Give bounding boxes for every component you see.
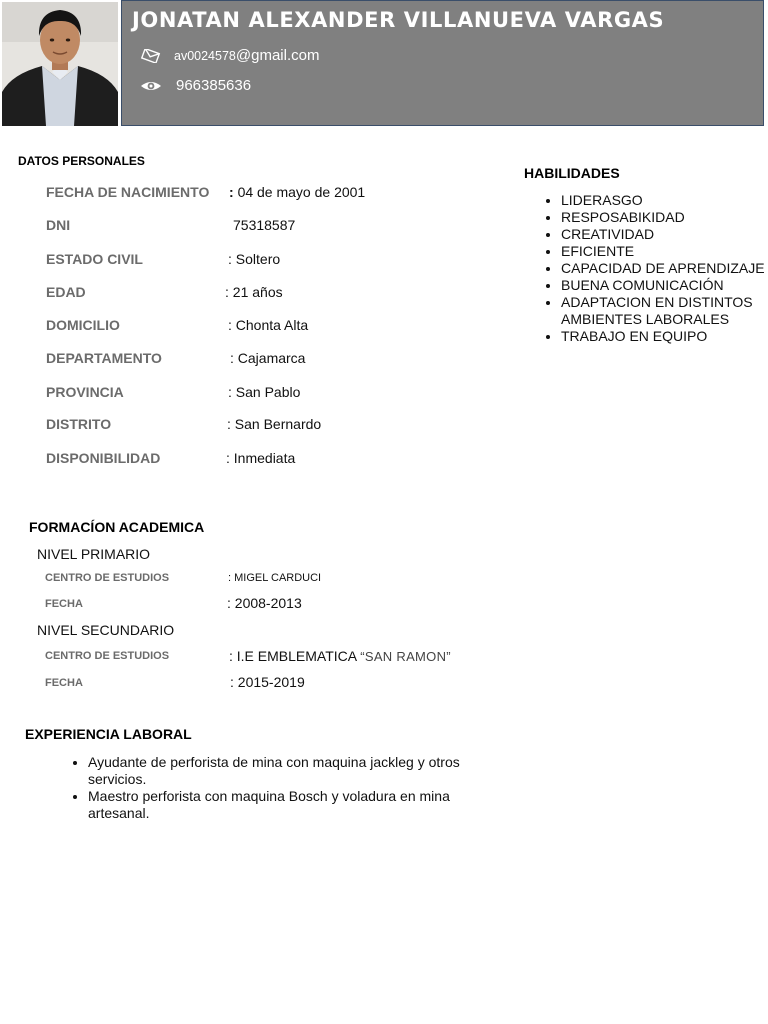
age-label: EDAD: [46, 284, 86, 300]
list-item: • Ayudante de perforista de mina con maquina jackleg y otros servicios.: [88, 754, 498, 788]
province-value: : San Pablo: [228, 384, 301, 400]
district-label: DISTRITO: [46, 416, 112, 432]
department-value: : Cajamarca: [230, 350, 306, 366]
age-value: : 21 años: [225, 284, 283, 300]
list-item: • CAPACIDAD DE APRENDIZAJE: [561, 260, 768, 277]
list-item: • EFICIENTE: [561, 243, 768, 260]
email-row: [140, 47, 319, 64]
experience-list: [64, 754, 498, 822]
list-item: • LIDERASGO: [561, 192, 768, 209]
province-label: PROVINCIA: [46, 384, 124, 400]
header-banner: [121, 0, 764, 126]
personal-data-heading: DATOS PERSONALES: [18, 154, 145, 168]
person-portrait: [2, 2, 118, 126]
dni-value: 75318587: [233, 217, 296, 233]
availability-value: : Inmediata: [226, 450, 296, 466]
secondary-level: NIVEL SECUNDARIO: [37, 622, 175, 638]
primary-level: NIVEL PRIMARIO: [37, 546, 151, 562]
envelope-icon: [140, 49, 162, 63]
email-address[interactable]: [174, 47, 319, 64]
birthdate-label: FECHA DE NACIMIENTO: [46, 184, 210, 200]
list-item: • CREATIVIDAD: [561, 226, 768, 243]
primary-date-label: FECHA: [45, 598, 83, 610]
eye-icon: [140, 79, 162, 93]
experience-heading: EXPERIENCIA LABORAL: [25, 726, 192, 742]
list-item: • TRABAJO EN EQUIPO: [561, 328, 768, 345]
primary-center-label: CENTRO DE ESTUDIOS: [45, 572, 170, 584]
address-label: DOMICILIO: [46, 317, 120, 333]
list-item: • BUENA COMUNICACIÓN: [561, 277, 768, 294]
availability-label: DISPONIBILIDAD: [46, 450, 161, 466]
profile-photo: [2, 2, 118, 126]
district-value: : San Bernardo: [227, 416, 322, 432]
primary-center-value: : MIGEL CARDUCI: [228, 572, 322, 584]
department-label: DEPARTAMENTO: [46, 350, 162, 366]
secondary-center-label: CENTRO DE ESTUDIOS: [45, 650, 170, 662]
email-domain: @gmail.com: [235, 47, 320, 64]
skills-list: [524, 192, 768, 345]
birthdate-value: : 04 de mayo de 2001: [229, 184, 366, 200]
civil-status-label: ESTADO CIVIL: [46, 251, 143, 267]
primary-date-value: : 2008-2013: [227, 595, 302, 611]
secondary-date-label: FECHA: [45, 677, 83, 689]
list-item: • RESPOSABIKIDAD: [561, 209, 768, 226]
email-user: av0024578: [174, 49, 236, 63]
skills-heading: HABILIDADES: [524, 165, 620, 181]
civil-status-value: : Soltero: [228, 251, 281, 267]
education-heading: FORMACÍON ACADEMICA: [29, 519, 205, 535]
address-value: : Chonta Alta: [228, 317, 309, 333]
list-item: • Maestro perforista con maquina Bosch y voladura en mina artesanal.: [88, 788, 498, 822]
secondary-date-value: : 2015-2019: [230, 674, 305, 690]
phone-row: [140, 77, 251, 94]
full-name: JONATAN ALEXANDER VILLANUEVA VARGAS: [132, 8, 665, 32]
phone-number[interactable]: 966385636: [176, 77, 252, 94]
dni-label: DNI: [46, 217, 71, 233]
list-item: • ADAPTACION EN DISTINTOS AMBIENTES LABORALES: [561, 294, 768, 328]
secondary-center-value: : I.E EMBLEMATICA “SAN RAMON”: [229, 648, 451, 664]
